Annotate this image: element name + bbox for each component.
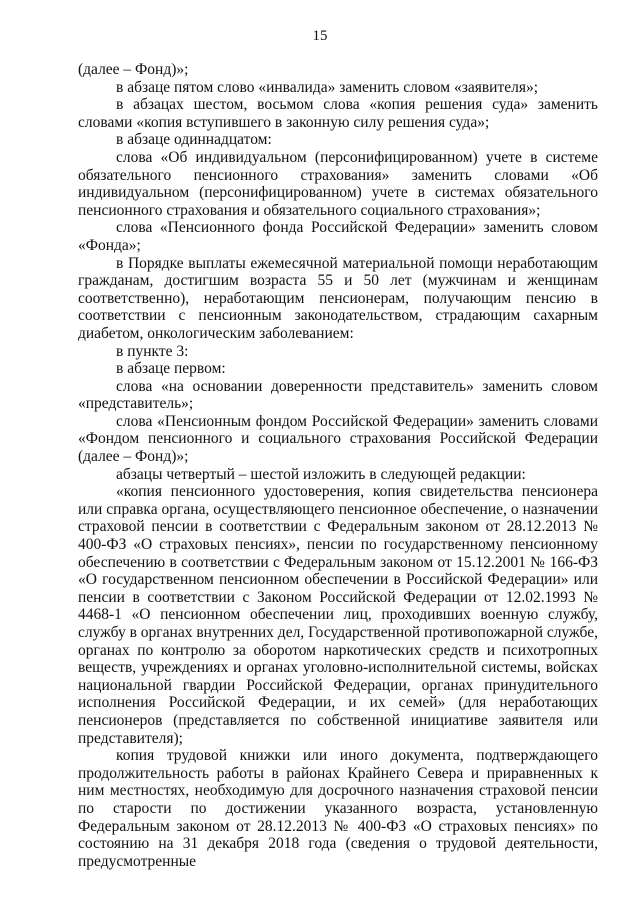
page-number: 15	[312, 28, 328, 44]
paragraph: в пункте 3:	[116, 342, 189, 360]
document-body	[78, 61, 598, 870]
paragraph: «копия пенсионного удостоверения, копия свидетельства пенсионера или справка органа, осуществляющего пенсионное обеспечение, о назначении страховой пенсии в соответствии с Федеральным законом от 28.12.2013 № 400-ФЗ «О страховых пенсиях», пенсии по государственному пенсионному обеспечению в соответствии с Федеральным законом от 15.12.2001 № 166-ФЗ «О государственном пенсионном обеспечении в Российской Федерации» или пенсии в соответствии с Законом Российской Федерации от 12.02.1993 № 4468-1 «О пенсионном обеспечении лиц, проходивших военную службу, службу в органах внутренних дел, Государственной противопожарной службе, органах по контролю за оборотом наркотических средств и психотропных веществ, учреждениях и органах уголовно-исполнительной системы, войсках национальной гвардии Российской Федерации, органах принудительного исполнения Российской Федерации, и их семей» (для неработающих пенсионеров (представляется по собственной инициативе заявителя или представителя);	[78, 483, 598, 747]
paragraph: абзацы четвертый – шестой изложить в следующей редакции:	[116, 465, 526, 483]
paragraph: в Порядке выплаты ежемесячной материальной помощи неработающим гражданам, достигшим возраста 55 и 50 лет (мужчинам и женщинам соответственно), неработающим пенсионерам, получающим пенсию в соответствии с пенсионным законодательством, страдающим сахарным диабетом, онкологическим заболеванием:	[78, 254, 598, 342]
paragraph: в абзацах шестом, восьмом слова «копия решения суда» заменить словами «копия вступившего в законную силу решения суда»;	[78, 96, 598, 131]
paragraph: в абзаце первом:	[116, 360, 226, 378]
paragraph: слова «Пенсионным фондом Российской Федерации» заменить словами «Фондом пенсионного и социального страхования Российской Федерации (далее – Фонд)»;	[78, 412, 598, 466]
paragraph: (далее – Фонд)»;	[78, 61, 189, 78]
paragraph: копия трудовой книжки или иного документа, подтверждающего продолжительность работы в районах Крайнего Севера и приравненных к ним местностях, необходимую для досрочного назначения страховой пенсии по старости по достижении указанного возраста, установленную Федеральным законом от 28.12.2013 № 400-ФЗ «О страховых пенсиях» по состоянию на 31 декабря 2018 года (сведения о трудовой деятельности, предусмотренные	[78, 747, 598, 870]
paragraph: в абзаце одиннадцатом:	[116, 131, 272, 149]
paragraph: слова «на основании доверенности представитель» заменить словом «представитель»;	[78, 377, 598, 413]
paragraph: слова «Пенсионного фонда Российской Федерации» заменить словом «Фонда»;	[78, 219, 598, 254]
paragraph: слова «Об индивидуальном (персонифицированном) учете в системе обязательного пенсионного страхования» заменить словами «Об индивидуальном (персонифицированном) учете в системах обязательного пенсионного страхования и обязательного социального страхования»;	[78, 148, 598, 219]
paragraph: в абзаце пятом слово «инвалида» заменить словом «заявителя»;	[116, 78, 539, 96]
